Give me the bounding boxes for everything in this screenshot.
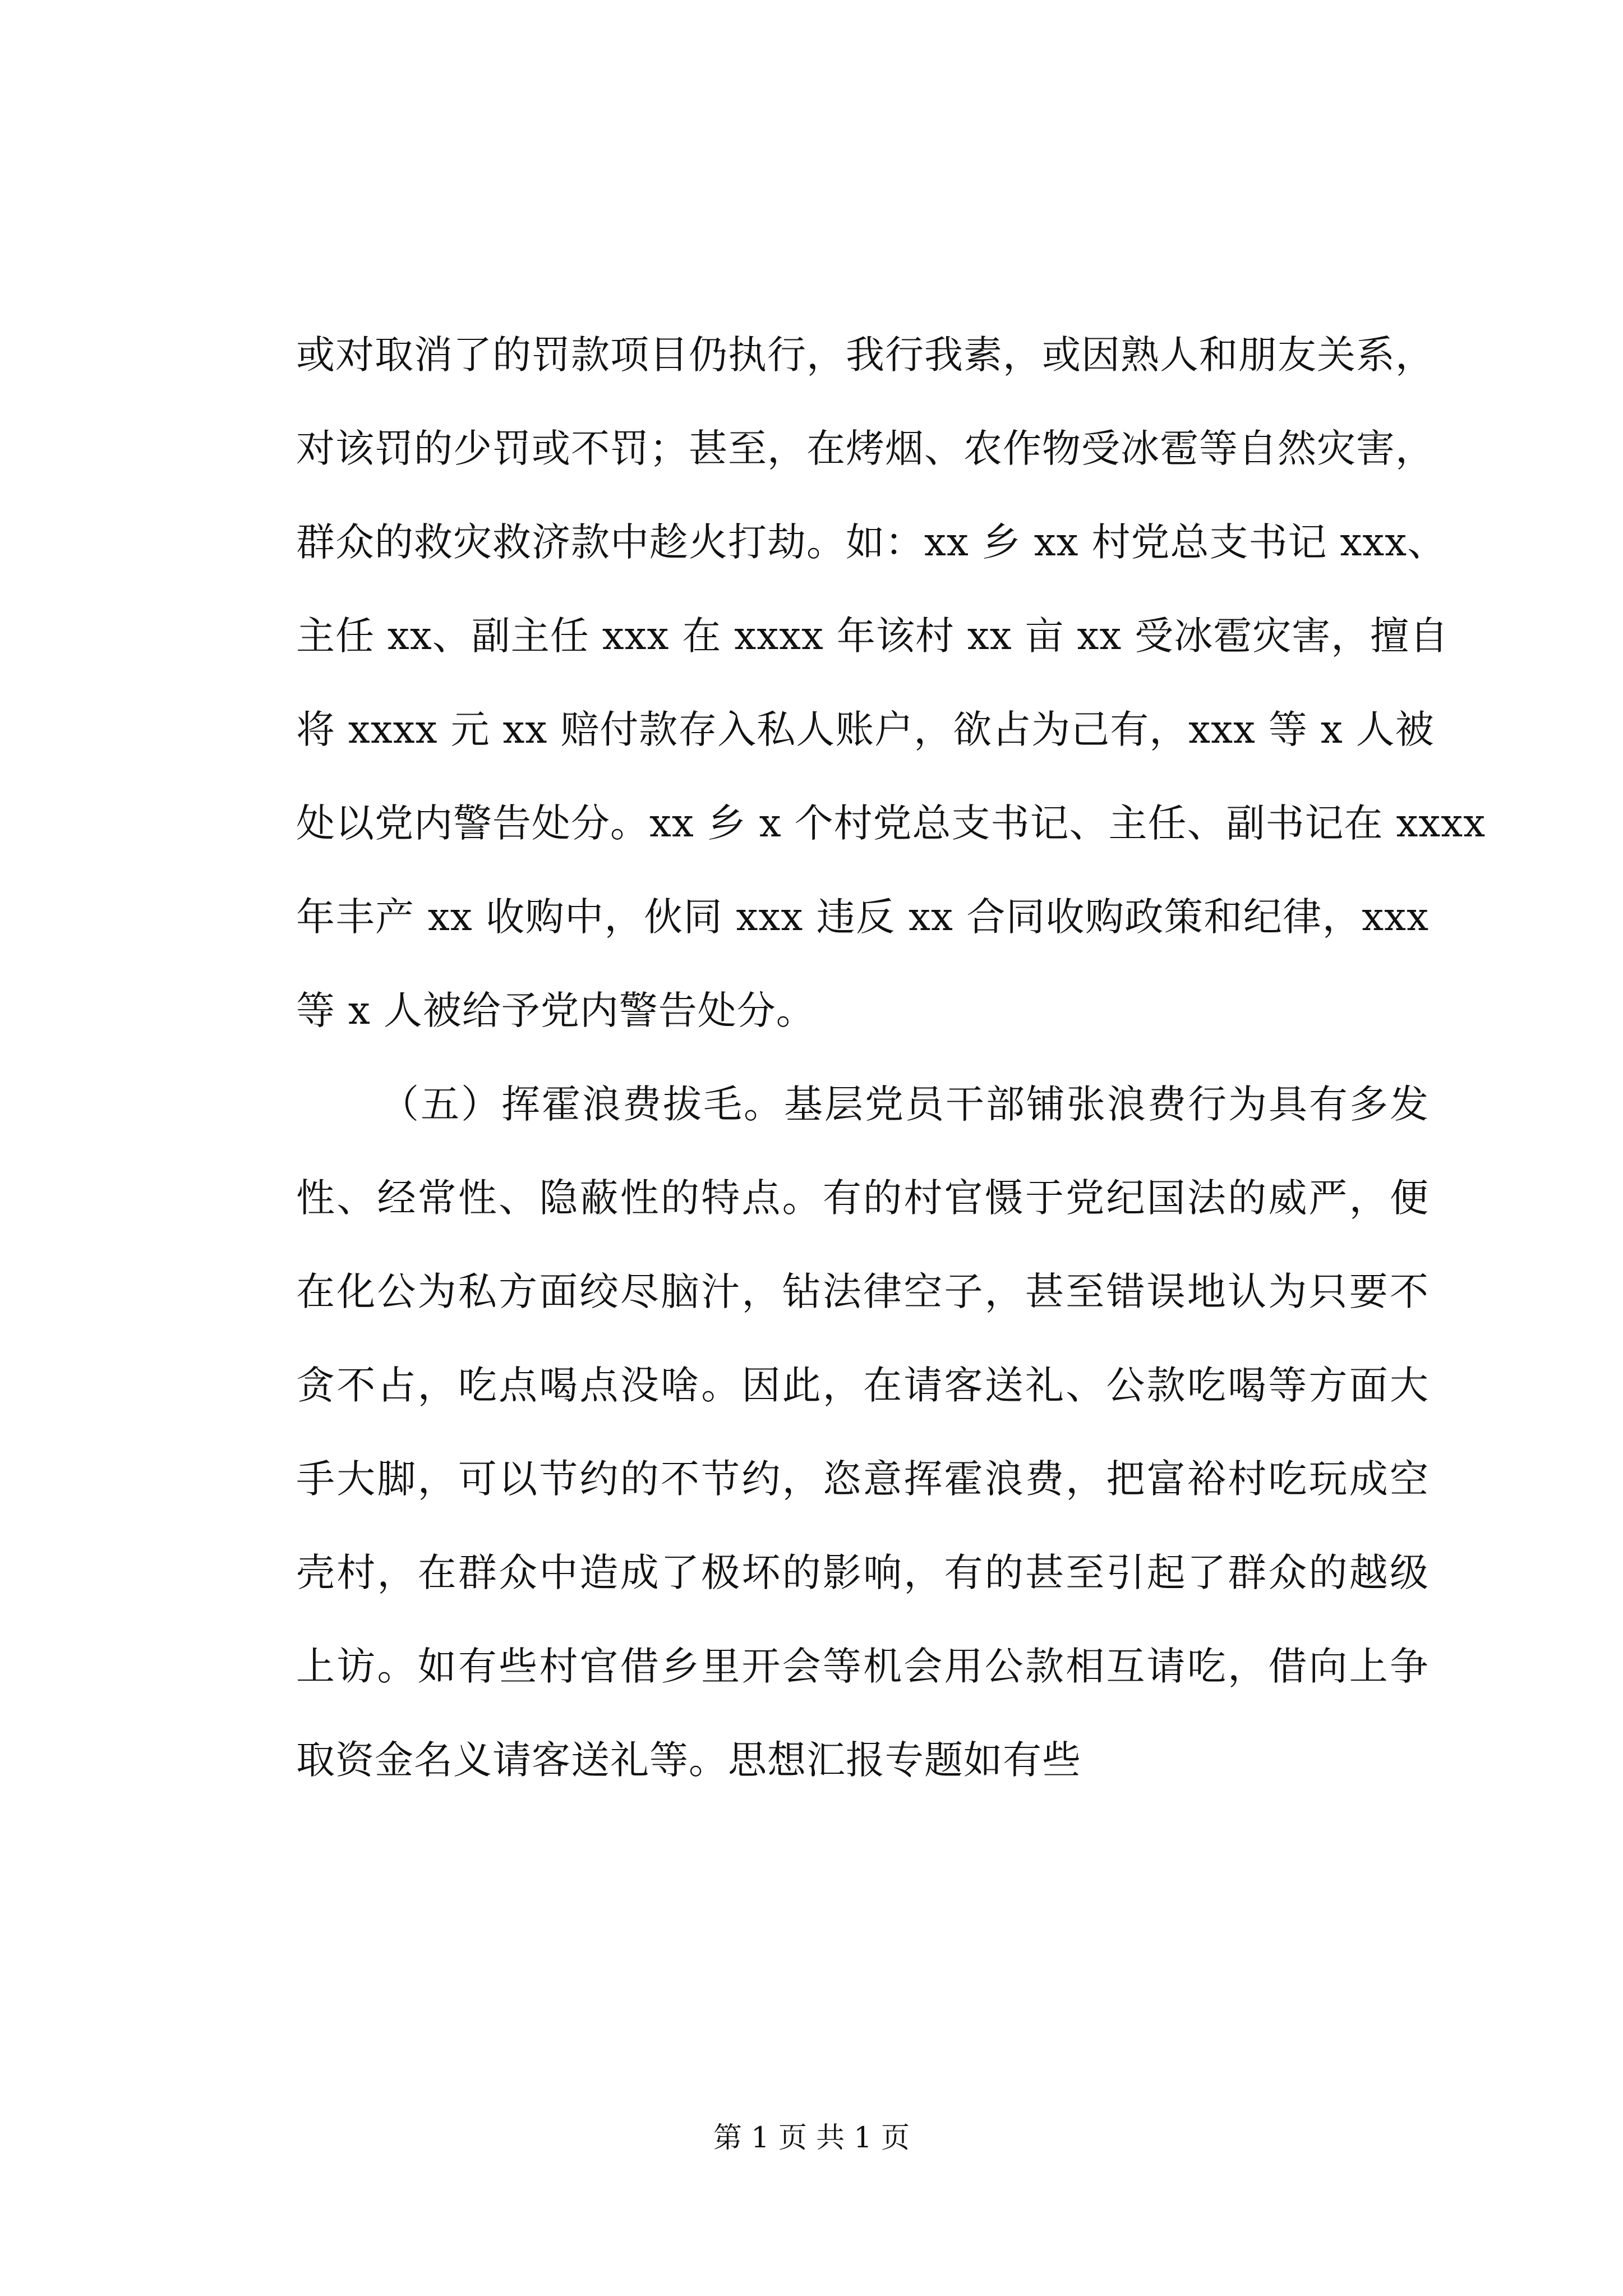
paragraph-2-line-5: 手大脚，可以节约的不节约，恣意挥霍浪费，把富裕村吃玩成空 [296,1457,1429,1502]
paragraph-2-line-8: 取资金名义请客送礼等。思想汇报专题如有些 [296,1738,1081,1783]
paragraph-2-line-1-text: （五）挥霍浪费拔毛。基层党员干部铺张浪费行为具有多发 [380,1082,1429,1127]
paragraph-1-line-8: 等 x 人被给予党内警告处分。 [296,988,815,1033]
paragraph-2-line-4: 贪不占，吃点喝点没啥。因此，在请客送礼、公款吃喝等方面大 [296,1363,1429,1408]
paragraph-1-line-3: 群众的救灾救济款中趁火打劫。如：xx 乡 xx 村党总支书记 xxx、 [296,520,1447,565]
paragraph-1-line-5: 将 xxxx 元 xx 赔付款存入私人账户，欲占为己有，xxx 等 x 人被 [296,707,1435,752]
paragraph-2-line-6: 壳村，在群众中造成了极坏的影响，有的甚至引起了群众的越级 [296,1550,1429,1595]
paragraph-2-line-7: 上访。如有些村官借乡里开会等机会用公款相互请吃，借向上争 [296,1644,1429,1689]
paragraph-2-line-3: 在化公为私方面绞尽脑汁，钻法律空子，甚至错误地认为只要不 [296,1269,1429,1314]
paragraph-1-line-4: 主任 xx、副主任 xxx 在 xxxx 年该村 xx 亩 xx 受冰雹灾害，擅自 [296,614,1449,659]
page-indicator: 第 1 页 共 1 页 [713,2122,910,2155]
paragraph-1-line-6: 处以党内警告处分。xx 乡 x 个村党总支书记、主任、副书记在 xxxx [296,801,1486,846]
paragraph-1-line-1: 或对取消了的罚款项目仍执行，我行我素，或因熟人和朋友关系， [296,333,1435,378]
page-footer [0,2122,1623,2155]
paragraph-2-line-2: 性、经常性、隐蔽性的特点。有的村官慑于党纪国法的威严，便 [296,1176,1429,1221]
paragraph-1-line-7: 年丰产 xx 收购中，伙同 xxx 违反 xx 合同收购政策和纪律，xxx [296,895,1430,940]
paragraph-1-line-2: 对该罚的少罚或不罚；甚至，在烤烟、农作物受冰雹等自然灾害， [296,426,1435,471]
paragraph-2-line-1 [380,1076,1429,1133]
